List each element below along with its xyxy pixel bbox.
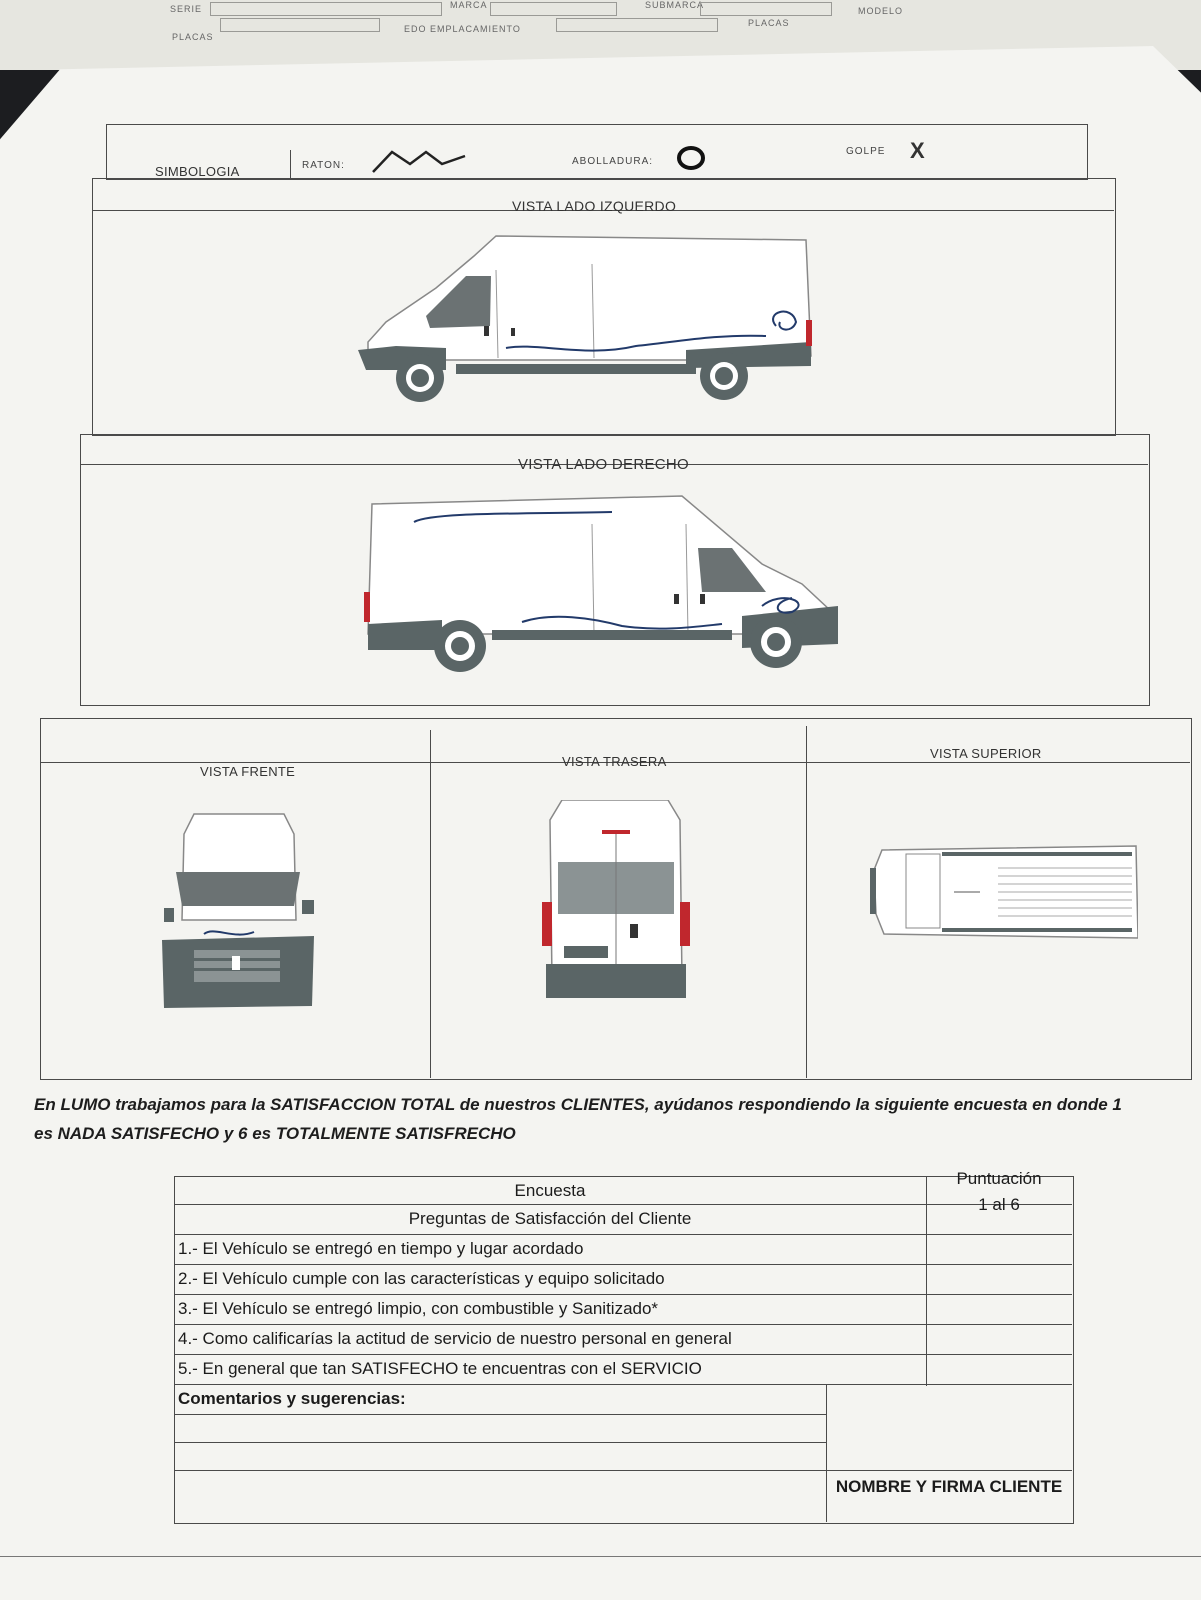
survey-header-cell: Encuesta [514,1181,586,1200]
symbology-title: SIMBOLOGIA [155,164,240,179]
rear-view-title: VISTA TRASERA [562,754,667,769]
front-view-title: VISTA FRENTE [200,764,296,779]
comment-line [174,1442,826,1443]
signature-label: NOMBRE Y FIRMA CLIENTE [835,1477,1063,1496]
edo-emplacamiento-field [556,18,718,32]
rear-top-divider [806,726,807,1078]
comment-line [174,1470,1072,1471]
front-rear-divider [430,730,431,1078]
rear-van-drawing [542,800,690,1010]
marca-field [490,2,617,16]
placas-field [220,18,380,32]
satisfaction-notice [34,1090,1199,1148]
question-1: 1.- El Vehículo se entregó en tiempo y lugar acordado [178,1239,584,1258]
question-4: 4.- Como calificarías la actitud de servicio de nuestro personal en general [178,1329,732,1348]
scratch-symbol-icon [370,146,470,176]
question-5: 5.- En general que tan SATISFECHO te encuentras con el SERVICIO [178,1359,702,1378]
score-header-cell: Puntuación [956,1169,1042,1188]
submarca-field [700,2,832,16]
hit-symbol-icon: X [910,138,925,163]
placas-label: PLACAS [172,32,214,42]
question-3: 3.- El Vehículo se entregó limpio, con combustible y Sanitizado* [178,1299,659,1318]
left-side-van-drawing [356,230,818,406]
front-van-drawing [154,810,322,1010]
golpe-label: GOLPE [846,146,886,157]
symbology-divider [290,150,291,178]
serie-field [210,2,442,16]
raton-label: RATON: [302,160,345,171]
top-van-drawing [870,844,1138,944]
right-side-van-drawing [362,494,842,674]
survey-subheader-cell: Preguntas de Satisfacción del Cliente [408,1209,692,1228]
submarca-label: SUBMARCA [645,0,705,10]
score-range-cell: 1 al 6 [978,1195,1020,1214]
comments-label: Comentarios y sugerencias: [178,1389,406,1408]
edo-emplacamiento-label: EDO EMPLACAMIENTO [404,24,521,34]
marca-label: MARCA [450,0,488,10]
abolladura-label: ABOLLADURA: [572,156,654,167]
sheet-bottom-edge [0,1556,1201,1557]
placas-label-2: PLACAS [748,18,790,28]
right-view-title: VISTA LADO DERECHO [518,456,689,473]
notice-line-2: es NADA SATISFECHO y 6 es TOTALMENTE SATISFRECHO [34,1124,516,1143]
serie-label: SERIE [170,4,203,14]
left-view-title: VISTA LADO IZQUERDO [512,198,677,214]
dent-symbol-icon [674,143,708,173]
comment-line [174,1414,826,1415]
modelo-label: MODELO [858,6,904,16]
notice-line-1: En LUMO trabajamos para la SATISFACCION TOTAL de nuestros CLIENTES, ayúdanos respondiendo la siguiente encuesta en donde 1 [34,1095,1122,1114]
comments-signature-divider [826,1384,827,1522]
symbology-frame [106,124,1088,180]
top-view-title: VISTA SUPERIOR [930,746,1042,761]
question-2: 2.- El Vehículo cumple con las características y equipo solicitado [178,1269,665,1288]
